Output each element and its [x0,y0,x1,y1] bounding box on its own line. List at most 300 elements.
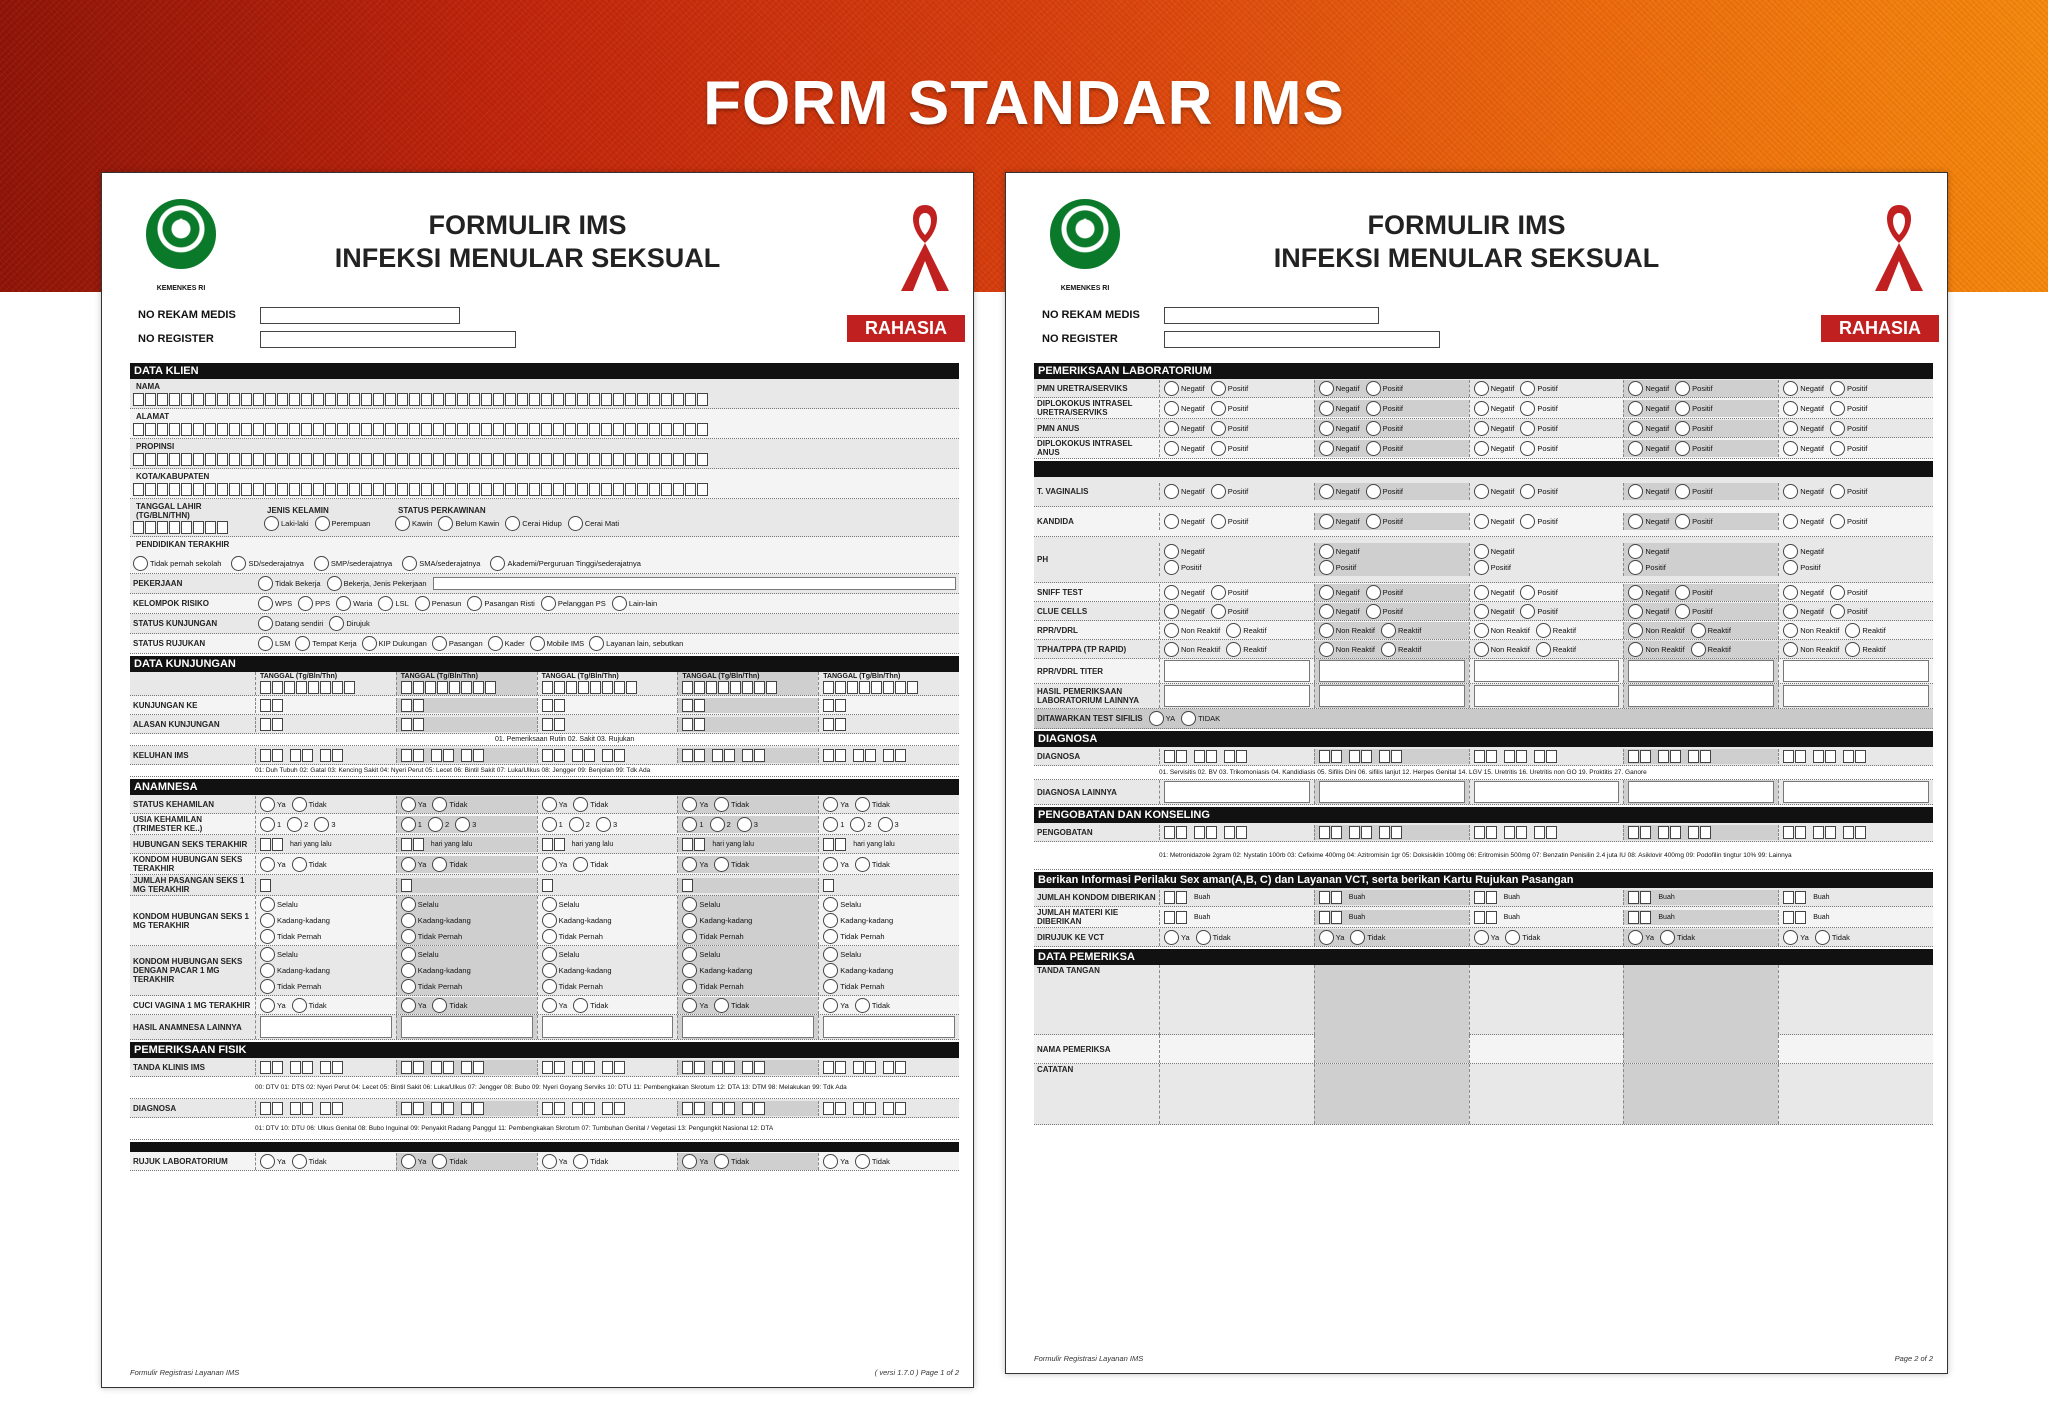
kadang-radio[interactable]: Kadang-kadang [542,963,612,978]
cerai-hidup-radio[interactable]: Cerai Hidup [505,516,562,531]
no-rekam-medis-field-2[interactable] [1164,307,1379,324]
entry-box[interactable] [433,423,444,436]
entry-box[interactable] [301,453,312,466]
entry-box[interactable] [413,1061,424,1074]
entry-box[interactable] [1688,826,1699,839]
tidak-radio[interactable]: Tidak [1196,930,1231,945]
pendidikan-radio-5[interactable]: Akademi/Perguruan Tinggi/sederajatnya [490,556,640,571]
entry-box[interactable] [296,681,307,694]
entry-box[interactable] [1783,750,1794,763]
entry-box[interactable] [572,1102,583,1115]
jenis-pekerjaan-field[interactable] [433,577,956,590]
entry-box[interactable] [613,483,624,496]
entry-box[interactable] [517,423,528,436]
text-field[interactable] [682,1016,814,1038]
entry-box[interactable] [397,393,408,406]
negatif-radio[interactable]: Negatif [1164,421,1205,436]
kadang-radio[interactable]: Kadang-kadang [401,963,471,978]
entry-box[interactable] [541,453,552,466]
entry-box[interactable] [542,1102,553,1115]
entry-box[interactable] [413,699,424,712]
entry-box[interactable] [493,423,504,436]
entry-box[interactable] [301,423,312,436]
positif-radio[interactable]: Positif [1675,441,1712,456]
tidak-radio[interactable]: Tidak [573,1154,608,1169]
entry-box[interactable] [265,483,276,496]
entry-box[interactable] [1670,826,1681,839]
entry-box[interactable] [272,749,283,762]
kadang-radio[interactable]: Kadang-kadang [823,913,893,928]
entry-box[interactable] [193,453,204,466]
ya-radio[interactable]: Ya [542,1154,568,1169]
entry-box[interactable] [301,393,312,406]
entry-box[interactable] [1688,750,1699,763]
entry-box[interactable] [457,423,468,436]
positif-radio[interactable]: Positif [1211,381,1248,396]
text-field[interactable] [1319,685,1465,707]
negatif-radio[interactable]: Negatif [1783,514,1824,529]
entry-box[interactable] [169,393,180,406]
entry-box[interactable] [193,393,204,406]
entry-box[interactable] [260,879,271,892]
tidak-radio[interactable]: Tidak [714,797,749,812]
entry-box[interactable] [602,749,613,762]
entry-box[interactable] [181,483,192,496]
entry-box[interactable] [626,681,637,694]
tidak-radio[interactable]: Tidak [714,998,749,1013]
entry-box[interactable] [1331,911,1342,924]
entry-box[interactable] [265,423,276,436]
entry-box[interactable] [673,393,684,406]
entry-box[interactable] [823,699,834,712]
negatif-radio[interactable]: Negatif [1164,604,1205,619]
selalu-radio[interactable]: Selalu [542,897,580,912]
entry-box[interactable] [493,453,504,466]
entry-box[interactable] [835,718,846,731]
entry-box[interactable] [1486,826,1497,839]
entry-box[interactable] [253,453,264,466]
entry-box[interactable] [584,1102,595,1115]
entry-box[interactable] [457,483,468,496]
reaktif-radio[interactable]: Reaktif [1845,623,1885,638]
entry-box[interactable] [541,393,552,406]
non-reaktif-radio[interactable]: Non Reaktif [1164,623,1220,638]
entry-box[interactable] [572,749,583,762]
entry-box[interactable] [289,423,300,436]
entry-box[interactable] [431,1102,442,1115]
non-reaktif-radio[interactable]: Non Reaktif [1164,642,1220,657]
selalu-radio[interactable]: Selalu [260,947,298,962]
entry-box[interactable] [823,879,834,892]
positif-radio[interactable]: Positif [1474,560,1511,575]
entry-box[interactable] [133,453,144,466]
entry-box[interactable] [1843,826,1854,839]
entry-box[interactable] [1474,891,1485,904]
entry-box[interactable] [625,393,636,406]
entry-box[interactable] [742,1061,753,1074]
entry-box[interactable] [853,1061,864,1074]
entry-box[interactable] [1504,826,1515,839]
text-field[interactable] [823,1016,955,1038]
entry-box[interactable] [1546,826,1557,839]
tidak-radio[interactable]: Tidak [573,998,608,1013]
entry-box[interactable] [682,1102,693,1115]
entry-box[interactable] [265,453,276,466]
entry-box[interactable] [637,393,648,406]
entry-box[interactable] [421,483,432,496]
entry-box[interactable] [706,681,717,694]
entry-box[interactable] [553,483,564,496]
tidak-pernah-radio[interactable]: Tidak Pernah [682,929,743,944]
tidak-radio[interactable]: Tidak [1350,930,1385,945]
entry-box[interactable] [1319,911,1330,924]
entry-box[interactable] [565,393,576,406]
entry-box[interactable] [1176,891,1187,904]
entry-box[interactable] [469,393,480,406]
entry-box[interactable] [397,483,408,496]
entry-box[interactable] [1516,826,1527,839]
kadang-radio[interactable]: Kadang-kadang [260,913,330,928]
entry-box[interactable] [413,1102,424,1115]
entry-box[interactable] [409,453,420,466]
kadang-radio[interactable]: Kadang-kadang [260,963,330,978]
entry-box[interactable] [835,699,846,712]
trimester-3-radio[interactable]: 3 [455,817,476,832]
selalu-radio[interactable]: Selalu [260,897,298,912]
kelompok-risiko-radio-penasun[interactable]: Penasun [415,596,462,611]
text-field[interactable] [1628,685,1774,707]
entry-box[interactable] [253,393,264,406]
entry-box[interactable] [445,483,456,496]
positif-radio[interactable]: Positif [1628,560,1665,575]
pendidikan-radio-1[interactable]: Tidak pernah sekolah [133,556,221,571]
entry-box[interactable] [145,453,156,466]
entry-box[interactable] [181,453,192,466]
entry-box[interactable] [401,1102,412,1115]
tidak-pernah-radio[interactable]: Tidak Pernah [542,929,603,944]
entry-box[interactable] [682,1061,693,1074]
entry-box[interactable] [613,453,624,466]
entry-box[interactable] [241,423,252,436]
tidak-pernah-radio[interactable]: Tidak Pernah [682,979,743,994]
negatif-radio[interactable]: Negatif [1319,421,1360,436]
entry-box[interactable] [542,879,553,892]
positif-radio[interactable]: Positif [1830,381,1867,396]
entry-box[interactable] [590,681,601,694]
entry-box[interactable] [461,681,472,694]
entry-box[interactable] [157,483,168,496]
entry-box[interactable] [584,1061,595,1074]
entry-box[interactable] [853,749,864,762]
entry-box[interactable] [572,1061,583,1074]
negatif-radio[interactable]: Negatif [1164,401,1205,416]
entry-box[interactable] [682,718,693,731]
ya-radio[interactable]: Ya [260,797,286,812]
negatif-radio[interactable]: Negatif [1783,544,1824,559]
trimester-3-radio[interactable]: 3 [737,817,758,832]
entry-box[interactable] [193,483,204,496]
negatif-radio[interactable]: Negatif [1628,441,1669,456]
positif-radio[interactable]: Positif [1366,484,1403,499]
selalu-radio[interactable]: Selalu [401,947,439,962]
entry-box[interactable] [1628,891,1639,904]
entry-box[interactable] [461,749,472,762]
positif-radio[interactable]: Positif [1675,381,1712,396]
entry-box[interactable] [1546,750,1557,763]
entry-box[interactable] [229,393,240,406]
entry-box[interactable] [217,393,228,406]
entry-box[interactable] [565,483,576,496]
tidak-radio[interactable]: Tidak [714,857,749,872]
entry-box[interactable] [895,681,906,694]
trimester-2-radio[interactable]: 2 [569,817,590,832]
ya-radio[interactable]: Ya [260,857,286,872]
entry-box[interactable] [1534,826,1545,839]
positif-radio[interactable]: Positif [1211,585,1248,600]
ya-radio[interactable]: Ya [401,857,427,872]
negatif-radio[interactable]: Negatif [1474,585,1515,600]
datang-sendiri-radio[interactable]: Datang sendiri [258,616,323,631]
entry-box[interactable] [1379,826,1390,839]
entry-box[interactable] [1236,826,1247,839]
positif-radio[interactable]: Positif [1830,401,1867,416]
trimester-3-radio[interactable]: 3 [596,817,617,832]
tidak-radio[interactable]: Tidak [292,797,327,812]
entry-box[interactable] [1825,750,1836,763]
entry-box[interactable] [601,393,612,406]
entry-box[interactable] [1628,911,1639,924]
entry-box[interactable] [601,453,612,466]
entry-box[interactable] [272,838,283,851]
entry-box[interactable] [649,453,660,466]
positif-radio[interactable]: Positif [1520,514,1557,529]
non-reaktif-radio[interactable]: Non Reaktif [1319,642,1375,657]
ya-radio[interactable]: Ya [682,797,708,812]
reaktif-radio[interactable]: Reaktif [1381,642,1421,657]
entry-box[interactable] [181,423,192,436]
kadang-radio[interactable]: Kadang-kadang [682,913,752,928]
entry-box[interactable] [361,423,372,436]
text-field[interactable] [1474,781,1620,803]
ya-radio[interactable]: Ya [401,998,427,1013]
entry-box[interactable] [694,749,705,762]
entry-box[interactable] [517,393,528,406]
negatif-radio[interactable]: Negatif [1474,441,1515,456]
entry-box[interactable] [682,879,693,892]
entry-box[interactable] [433,483,444,496]
positif-radio[interactable]: Positif [1366,441,1403,456]
entry-box[interactable] [349,453,360,466]
selalu-radio[interactable]: Selalu [401,897,439,912]
entry-box[interactable] [1628,750,1639,763]
kelompok-risiko-radio-lsl[interactable]: LSL [378,596,408,611]
entry-box[interactable] [313,423,324,436]
entry-box[interactable] [1486,891,1497,904]
entry-box[interactable] [823,749,834,762]
positif-radio[interactable]: Positif [1520,421,1557,436]
entry-box[interactable] [1700,826,1711,839]
tidak-radio[interactable]: Tidak [292,857,327,872]
negatif-radio[interactable]: Negatif [1319,401,1360,416]
laki-laki-radio[interactable]: Laki-laki [264,516,309,531]
entry-box[interactable] [272,699,283,712]
entry-box[interactable] [133,483,144,496]
entry-box[interactable] [1164,750,1175,763]
entry-box[interactable] [349,483,360,496]
entry-box[interactable] [865,749,876,762]
positif-radio[interactable]: Positif [1830,585,1867,600]
entry-box[interactable] [1474,911,1485,924]
negatif-radio[interactable]: Negatif [1783,421,1824,436]
entry-box[interactable] [578,681,589,694]
selalu-radio[interactable]: Selalu [682,897,720,912]
entry-box[interactable] [217,453,228,466]
text-field[interactable] [1783,685,1929,707]
entry-box[interactable] [542,749,553,762]
trimester-1-radio[interactable]: 1 [401,817,422,832]
entry-box[interactable] [542,838,553,851]
rujukan-radio-pasangan[interactable]: Pasangan [432,636,483,651]
entry-box[interactable] [1516,750,1527,763]
selalu-radio[interactable]: Selalu [542,947,580,962]
positif-radio[interactable]: Positif [1830,514,1867,529]
entry-box[interactable] [397,423,408,436]
entry-box[interactable] [602,681,613,694]
entry-box[interactable] [613,393,624,406]
kadang-radio[interactable]: Kadang-kadang [401,913,471,928]
entry-box[interactable] [1331,826,1342,839]
kelompok-risiko-radio-wps[interactable]: WPS [258,596,292,611]
entry-box[interactable] [1795,911,1806,924]
entry-box[interactable] [421,423,432,436]
entry-box[interactable] [325,453,336,466]
entry-box[interactable] [1176,750,1187,763]
entry-box[interactable] [673,423,684,436]
entry-box[interactable] [895,749,906,762]
positif-radio[interactable]: Positif [1366,381,1403,396]
rujukan-radio-mobile[interactable]: Mobile IMS [530,636,585,651]
alamat-boxes[interactable] [133,423,709,436]
entry-box[interactable] [302,749,313,762]
entry-box[interactable] [529,453,540,466]
positif-radio[interactable]: Positif [1675,585,1712,600]
tidak-radio[interactable]: Tidak [432,857,467,872]
entry-box[interactable] [601,483,612,496]
entry-box[interactable] [685,453,696,466]
trimester-1-radio[interactable]: 1 [682,817,703,832]
entry-box[interactable] [1486,750,1497,763]
rujukan-radio-kader[interactable]: Kader [488,636,525,651]
entry-box[interactable] [461,1102,472,1115]
entry-box[interactable] [1534,750,1545,763]
entry-box[interactable] [589,393,600,406]
entry-box[interactable] [542,699,553,712]
entry-box[interactable] [313,453,324,466]
entry-box[interactable] [181,521,192,534]
entry-box[interactable] [193,423,204,436]
trimester-2-radio[interactable]: 2 [428,817,449,832]
entry-box[interactable] [577,453,588,466]
entry-box[interactable] [614,749,625,762]
entry-box[interactable] [289,453,300,466]
entry-box[interactable] [712,749,723,762]
entry-box[interactable] [1319,750,1330,763]
entry-box[interactable] [853,1102,864,1115]
entry-box[interactable] [1640,826,1651,839]
entry-box[interactable] [433,393,444,406]
entry-box[interactable] [301,483,312,496]
entry-box[interactable] [157,423,168,436]
positif-radio[interactable]: Positif [1366,401,1403,416]
entry-box[interactable] [313,393,324,406]
non-reaktif-radio[interactable]: Non Reaktif [1628,642,1684,657]
entry-box[interactable] [457,453,468,466]
entry-box[interactable] [425,681,436,694]
entry-box[interactable] [217,483,228,496]
tidak-radio[interactable]: Tidak [714,1154,749,1169]
entry-box[interactable] [277,483,288,496]
ya-radio[interactable]: Ya [682,857,708,872]
entry-box[interactable] [661,453,672,466]
negatif-radio[interactable]: Negatif [1783,441,1824,456]
entry-box[interactable] [332,681,343,694]
entry-box[interactable] [401,681,412,694]
entry-box[interactable] [673,483,684,496]
negatif-radio[interactable]: Negatif [1783,484,1824,499]
reaktif-radio[interactable]: Reaktif [1845,642,1885,657]
entry-box[interactable] [682,699,693,712]
entry-box[interactable] [1176,911,1187,924]
text-field[interactable] [1319,660,1465,682]
tidak-radio[interactable]: Tidak [432,1154,467,1169]
entry-box[interactable] [754,681,765,694]
non-reaktif-radio[interactable]: Non Reaktif [1474,623,1530,638]
entry-box[interactable] [1164,826,1175,839]
positif-radio[interactable]: Positif [1830,604,1867,619]
entry-box[interactable] [694,1102,705,1115]
entry-box[interactable] [443,1102,454,1115]
entry-box[interactable] [754,1061,765,1074]
entry-box[interactable] [272,1102,283,1115]
entry-box[interactable] [694,681,705,694]
entry-box[interactable] [1206,826,1217,839]
entry-box[interactable] [361,393,372,406]
entry-box[interactable] [541,483,552,496]
positif-radio[interactable]: Positif [1164,560,1201,575]
entry-box[interactable] [457,393,468,406]
entry-box[interactable] [385,423,396,436]
entry-box[interactable] [682,838,693,851]
entry-box[interactable] [577,423,588,436]
entry-box[interactable] [241,453,252,466]
entry-box[interactable] [694,838,705,851]
entry-box[interactable] [907,681,918,694]
tanggal-lahir-boxes[interactable] [133,521,258,534]
positif-radio[interactable]: Positif [1520,401,1557,416]
entry-box[interactable] [553,423,564,436]
positif-radio[interactable]: Positif [1366,604,1403,619]
entry-box[interactable] [473,749,484,762]
entry-box[interactable] [577,483,588,496]
entry-box[interactable] [401,879,412,892]
tidak-pernah-radio[interactable]: Tidak Pernah [260,929,321,944]
entry-box[interactable] [409,483,420,496]
entry-box[interactable] [1795,826,1806,839]
entry-box[interactable] [823,681,834,694]
negatif-radio[interactable]: Negatif [1164,381,1205,396]
entry-box[interactable] [1331,750,1342,763]
negatif-radio[interactable]: Negatif [1164,441,1205,456]
